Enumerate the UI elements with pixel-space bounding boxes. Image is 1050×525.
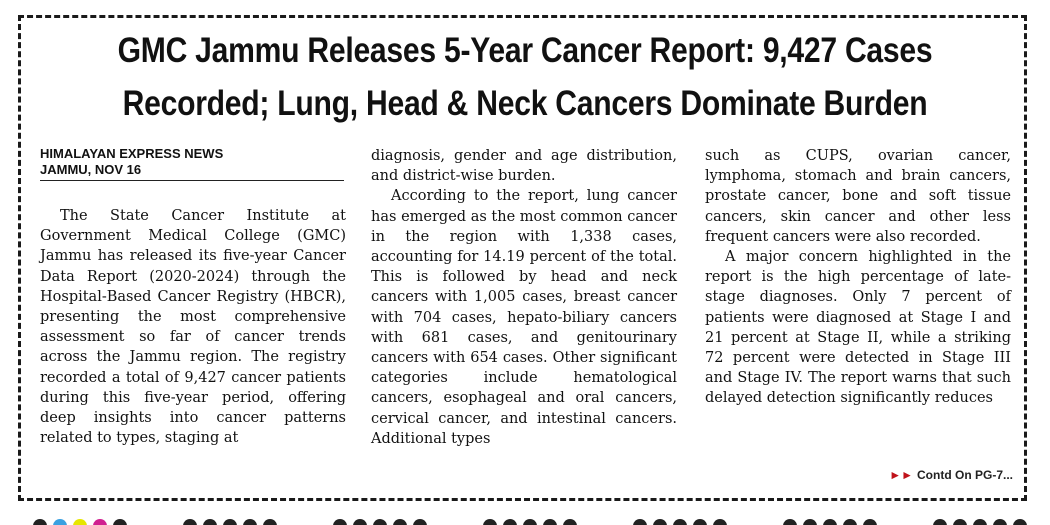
continued-link[interactable] bbox=[805, 468, 1013, 482]
paragraph: According to the report, lung cancer has emerged as the most common cancer in the region with 1,338 cases, accounting for 14.19 percent of the total. This is followed by head and neck cancers with 1,005 cases, breast cancer with 704 cases, hepato-biliary cancers with 681 cases, and genitourinary cancers with 654 cases. Other significant categories include hematological cancers, esophageal and oral cancers, cervical cancer, and intestinal cancers. Additional types bbox=[371, 188, 677, 447]
column-3 bbox=[705, 146, 1011, 409]
byline bbox=[40, 146, 344, 181]
double-arrow-icon: ►► bbox=[889, 468, 913, 482]
paragraph: A major concern highlighted in the report is the high percentage of late-stage diagnoses. Only 7 percent of patients were diagnosed at Stage I and 21 percent at Stage II, while a striking 72 percent were detected in Stage III and Stage IV. The report warns that such delayed detection significantly reduces bbox=[705, 249, 1011, 407]
paragraph: The State Cancer Institute at Government Medical College (GMC) Jammu has released its five-year Cancer Data Report (2020-2024) through the Hospital-Based Cancer Registry (HBCR), presenting the most comprehensive assessment so far of cancer trends across the Jammu region. The registry recorded a total of 9,427 cancer patients during this five-year period, offering deep insights into cancer patterns related to types, staging at bbox=[40, 208, 346, 447]
headline-line-2: Recorded; Lung, Head & Neck Cancers Dominate Burden bbox=[122, 84, 928, 123]
byline-place-date: JAMMU, NOV 16 bbox=[40, 162, 142, 177]
paragraph: such as CUPS, ovarian cancer, lymphoma, stomach and brain cancers, prostate cancer, bone and soft tissue cancers, skin cancer and other less frequent cancers were also recorded. bbox=[705, 148, 1011, 245]
column-1 bbox=[40, 206, 346, 448]
paragraph: diagnosis, gender and age distribution, and district-wise burden. bbox=[371, 148, 677, 185]
continued-label: Contd On PG-7... bbox=[917, 468, 1013, 482]
headline-line-1: GMC Jammu Releases 5-Year Cancer Report: 9,427 Cases bbox=[117, 31, 933, 70]
color-registration-strip bbox=[0, 512, 1050, 525]
column-2 bbox=[371, 146, 677, 449]
byline-source: HIMALAYAN EXPRESS NEWS bbox=[40, 146, 224, 161]
headline bbox=[91, 24, 960, 130]
